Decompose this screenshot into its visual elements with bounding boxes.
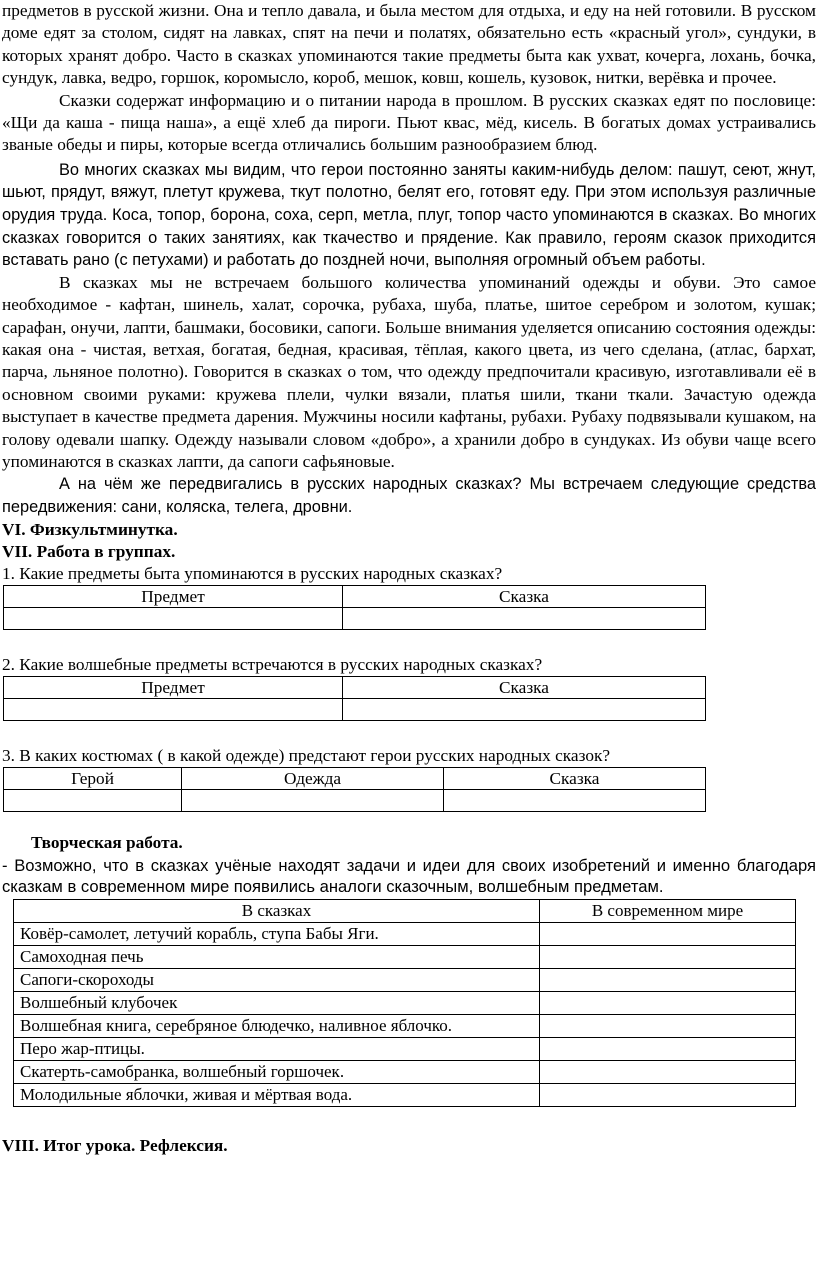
table-cell: Ковёр-самолет, летучий корабль, ступа Бабы Яги. [14, 922, 540, 945]
table-cell[interactable] [4, 699, 343, 721]
paragraph-creative-task: - Возможно, что в сказках учёные находят задачи и идеи для своих изобретений и именно благодаря сказкам в современном мире появились аналоги сказочным, волшебным предметам. [2, 855, 816, 897]
table-row [14, 1014, 796, 1037]
table-cell: Волшебная книга, серебряное блюдечко, наливное яблочко. [14, 1014, 540, 1037]
paragraph-household: предметов в русской жизни. Она и тепло давала, и была местом для отдыха, и еду на ней готовили. В русском доме едят за столом, сидят на лавках, спят на печи и полатях, обязательно есть «красный угол», сундуки, в которых хранят добро. Часто в сказках упоминаются такие предметы быта как ухват, кочерга, лохань, бочка, сундук, лавка, ведро, горшок, коромысло, короб, мешок, ковш, кошель, кузовок, нитки, верёвка и прочее. [2, 1, 816, 88]
table-hero-costumes [3, 767, 706, 812]
table-row [14, 1083, 796, 1106]
table-cell: Сапоги-скороходы [14, 968, 540, 991]
table-cell[interactable] [540, 1083, 796, 1106]
table-cell[interactable] [182, 790, 444, 812]
table-header-cell: Предмет [4, 586, 343, 608]
table-cell[interactable] [540, 991, 796, 1014]
table-cell[interactable] [4, 790, 182, 812]
table-cell[interactable] [540, 1014, 796, 1037]
table-household-items [3, 585, 706, 630]
table-fairytale-vs-modern [13, 899, 796, 1107]
table-cell[interactable] [540, 945, 796, 968]
table-row [4, 608, 706, 630]
table-cell: Скатерть-самобранка, волшебный горшочек. [14, 1060, 540, 1083]
table-header-cell: В сказках [14, 899, 540, 922]
table-header-cell: Одежда [182, 768, 444, 790]
table-row [14, 945, 796, 968]
heading-group-work: VII. Работа в группах. [2, 542, 176, 562]
table-cell: Молодильные яблочки, живая и мёртвая вода. [14, 1083, 540, 1106]
paragraph-food: Сказки содержат информацию и о питании народа в прошлом. В русских сказках едят по пословице: «Щи да каша - пища наша», а ещё хлеб да пироги. Пьют квас, мёд, кисель. В богатых домах устраивались званые обеды и пиры, которые всегда отличались большим разнообразием блюд. [2, 90, 816, 155]
table-header-cell: Предмет [4, 677, 343, 699]
table-cell[interactable] [540, 1037, 796, 1060]
table-header-cell: Сказка [343, 586, 706, 608]
table-header-row [14, 899, 796, 922]
paragraph-transport: А на чём же передвигались в русских народных сказках? Мы встречаем следующие средства передвижения: сани, коляска, телега, дровни. [2, 475, 816, 517]
table-row [14, 991, 796, 1014]
table-magic-items [3, 676, 706, 721]
table-cell[interactable] [343, 699, 706, 721]
table-header-row [4, 677, 706, 699]
table-cell: Перо жар-птицы. [14, 1037, 540, 1060]
table-header-cell: Сказка [343, 677, 706, 699]
question-3: 3. В каких костюмах ( в какой одежде) предстают герои русских народных сказок? [2, 746, 611, 766]
table-cell[interactable] [540, 1060, 796, 1083]
table-row [4, 790, 706, 812]
table-row [4, 699, 706, 721]
table-cell[interactable] [4, 608, 343, 630]
table-cell[interactable] [444, 790, 706, 812]
table-cell[interactable] [540, 922, 796, 945]
table-row [14, 968, 796, 991]
table-row [14, 1060, 796, 1083]
heading-physical-break: VI. Физкультминутка. [2, 519, 178, 539]
table-header-row [4, 768, 706, 790]
table-cell: Самоходная печь [14, 945, 540, 968]
table-header-cell: Герой [4, 768, 182, 790]
table-header-cell: В современном мире [540, 899, 796, 922]
table-header-cell: Сказка [444, 768, 706, 790]
table-row [14, 1037, 796, 1060]
table-cell: Волшебный клубочек [14, 991, 540, 1014]
paragraph-clothing: В сказках мы не встречаем большого количества упоминаний одежды и обуви. Это самое необходимое - кафтан, шинель, халат, сорочка, рубаха, шуба, платье, шитое серебром и золотом, кушак; сарафан, онучи, лапти, башмаки, босовики, сапоги. Больше внимания уделяется описанию состояния одежды: какая она - чистая, ветхая, богатая, бедная, красивая, тёплая, какого цвета, из чего сделана, (атлас, бархат, парча, льняное полотно). Говорится в сказках о том, что одежду предпочитали красивую, изготавливали её в основном своими руками: кружева плели, чулки вязали, платья шили, ткани ткали. Зачастую одежда выступает в качестве предмета дарения. Мужчины носили кафтаны, рубахи. Рубаху подвязывали кушаком, на голову одевали шапку. Одежду называли словом «добро», а хранили добро в сундуках. Из обуви чаще всего упоминаются в сказках лапти, да сапоги сафьяновые. [2, 272, 816, 472]
heading-creative-work: Творческая работа. [31, 833, 183, 853]
paragraph-labour: Во многих сказках мы видим, что герои постоянно заняты каким-нибудь делом: пашут, сеют, жнут, шьют, прядут, вяжут, плетут кружева, ткут полотно, белят его, готовят еду. При этом используя различные орудия труда. Коса, топор, борона, соха, серп, метла, плуг, топор часто упоминаются в сказках. Во многих сказках говорится о таких занятиях, как ткачество и прядение. Как правило, героям сказок приходится вставать рано (с петухами) и работать до поздней ночи, выполняя огромный объем работы. [2, 160, 816, 270]
table-header-row [4, 586, 706, 608]
table-cell[interactable] [343, 608, 706, 630]
question-2: 2. Какие волшебные предметы встречаются в русских народных сказках? [2, 655, 543, 675]
table-row [14, 922, 796, 945]
heading-lesson-summary: VIII. Итог урока. Рефлексия. [2, 1135, 228, 1155]
table-cell[interactable] [540, 968, 796, 991]
question-1: 1. Какие предметы быта упоминаются в русских народных сказках? [2, 564, 503, 584]
